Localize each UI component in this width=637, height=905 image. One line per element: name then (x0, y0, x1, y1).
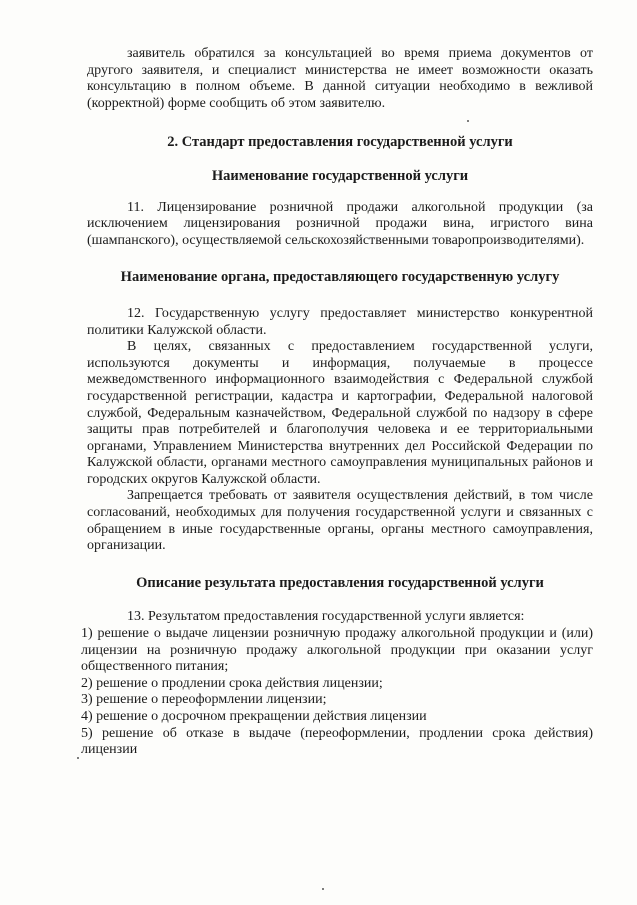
paragraph-13: 13. Результатом предоставления государственной услуги является: (127, 609, 525, 625)
paragraph-12: 12. Государственную услугу предоставляет министерство конкурентной политики Калужской области. (87, 305, 593, 338)
heading-result: Описание результата предоставления государственной услуги (136, 574, 544, 591)
paragraph-12-interaction: В целях, связанных с предоставлением государственной услуги, используются документы и информация, получаемые в процессе межведомственного информационного взаимодействия с Федеральной службой государственной регистрации, кадастра и картографии, Федеральной налоговой службой, Федеральным казначейством, Федеральной службой по надзору в сфере защиты прав потребителей и благополучия человека и ее территориальными органами, Управлением Министерства внутренних дел Российской Федерации по Калужской области, органами местного самоуправления муниципальных районов и городских округов Калужской области. (87, 339, 593, 487)
section-title: 2. Стандарт предоставления государственной услуги (167, 134, 513, 151)
result-item-3: 3) решение о переоформлении лицензии; (81, 692, 327, 708)
document-page (81, 46, 593, 759)
result-item-5: 5) решение об отказе в выдаче (переоформлении, продлении срока действия) лицензии (81, 725, 593, 758)
heading-authority: Наименование органа, предоставляющего государственную услугу (120, 269, 560, 286)
heading-service-name: Наименование государственной услуги (211, 167, 469, 184)
paragraph-11: 11. Лицензирование розничной продажи алкогольной продукции (за исключением лицензирования розничной продажи вина, игристого вина (шампанского), осуществляемой сельскохозяйственными товаропроизводителями). (87, 199, 593, 248)
result-item-4: 4) решение о досрочном прекращении действия лицензии (81, 709, 427, 724)
intro-paragraph: заявитель обратился за консультацией во время приема документов от другого заявителя, и специалист министерства не имеет возможности оказать консультацию в полном объеме. В данной ситуации необходимо в вежливой (корректной) форме сообщить об этом заявителю. (87, 46, 593, 111)
scan-speck (77, 757, 79, 759)
paragraph-12-prohibition: Запрещается требовать от заявителя осуществления действий, в том числе согласований, необходимых для получения государственной услуги и связанных с обращением в иные государственные органы, органы местного самоуправления, организации. (87, 488, 593, 554)
result-item-2: 2) решение о продлении срока действия лицензии; (81, 675, 383, 691)
result-item-1: 1) решение о выдаче лицензии розничную продажу алкогольной продукции и (или) лицензии на розничную продажу алкогольной продукции при оказании услуг общественного питания; (81, 626, 593, 675)
scan-speck (322, 888, 324, 890)
